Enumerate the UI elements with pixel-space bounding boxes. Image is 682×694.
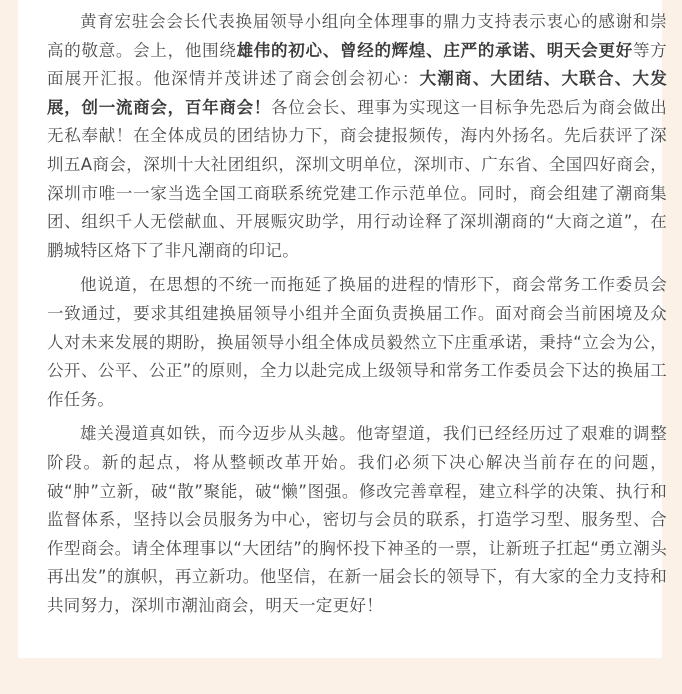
text-segment: 他说道，在思想的不统一而拖延了换届的进程的情形下，商会常务工作委员会一致通过，要求其组建换届领导小组并全面负责换届工作。面对商会当前困境及众人对未来发展的期盼，换届领导小组全体成员毅然立下庄重承诺，秉持“立会为公，公开、公平、公正”的原则，全力以赴完成上级领导和常务工作委员会下达的换届工作任务。 [47, 275, 667, 409]
bold-text-segment: 雄伟的初心、曾经的辉煌、庄严的承诺、明天会更好 [236, 40, 633, 60]
text-segment: 黄育宏驻会会长代表换届领导小组向全体理事的鼎力支持表示衷心的感谢和崇高的敬意。会上，他围绕 [47, 12, 667, 60]
text-segment: 各位会长、理事为实现这一目标争先恐后为商会做出无私奉献！在全体成员的团结协力下，商会捷报频传，海内外扬名。先后获评了深圳五A商会，深圳十大社团组织，深圳文明单位，深圳市、广东省、全国四好商会，深圳市唯一一家当选全国工商联系统党建工作示范单位。同时，商会组建了潮商集团、组织千人无偿献血、开展赈灾助学，用行动诠释了深圳潮商的“大商之道”，在鹏城特区烙下了非凡潮商的印记。 [47, 97, 667, 260]
paragraph-outlook [47, 420, 667, 620]
article-body [47, 8, 667, 626]
paragraph-election-commitment [47, 271, 667, 414]
paragraph-report [47, 8, 667, 265]
article-card [18, 0, 667, 658]
bold-text-segment: 大潮商、大团结、大联合、大发展，创一流商会，百年商会！ [47, 69, 667, 117]
text-segment: 等方面展开汇报。他深情并茂讲述了商会创会初心： [47, 40, 667, 89]
text-segment: 雄关漫道真如铁，而今迈步从头越。他寄望道，我们已经经历过了艰难的调整阶段。新的起点，将从整顿改革开始。我们必须下决心解决当前存在的问题，破“肿”立新，破“散”聚能，破“懒”图强。修改完善章程，建立科学的决策、执行和监督体系，坚持以会员服务为中心，密切与会员的联系，打造学习型、服务型、合作型商会。请全体理事以“大团结”的胸怀投下神圣的一票，让新班子扛起“勇立潮头再出发”的旗帜，再立新功。他坚信，在新一届会长的领导下，有大家的全力支持和共同努力，深圳市潮汕商会，明天一定更好！ [47, 424, 667, 615]
